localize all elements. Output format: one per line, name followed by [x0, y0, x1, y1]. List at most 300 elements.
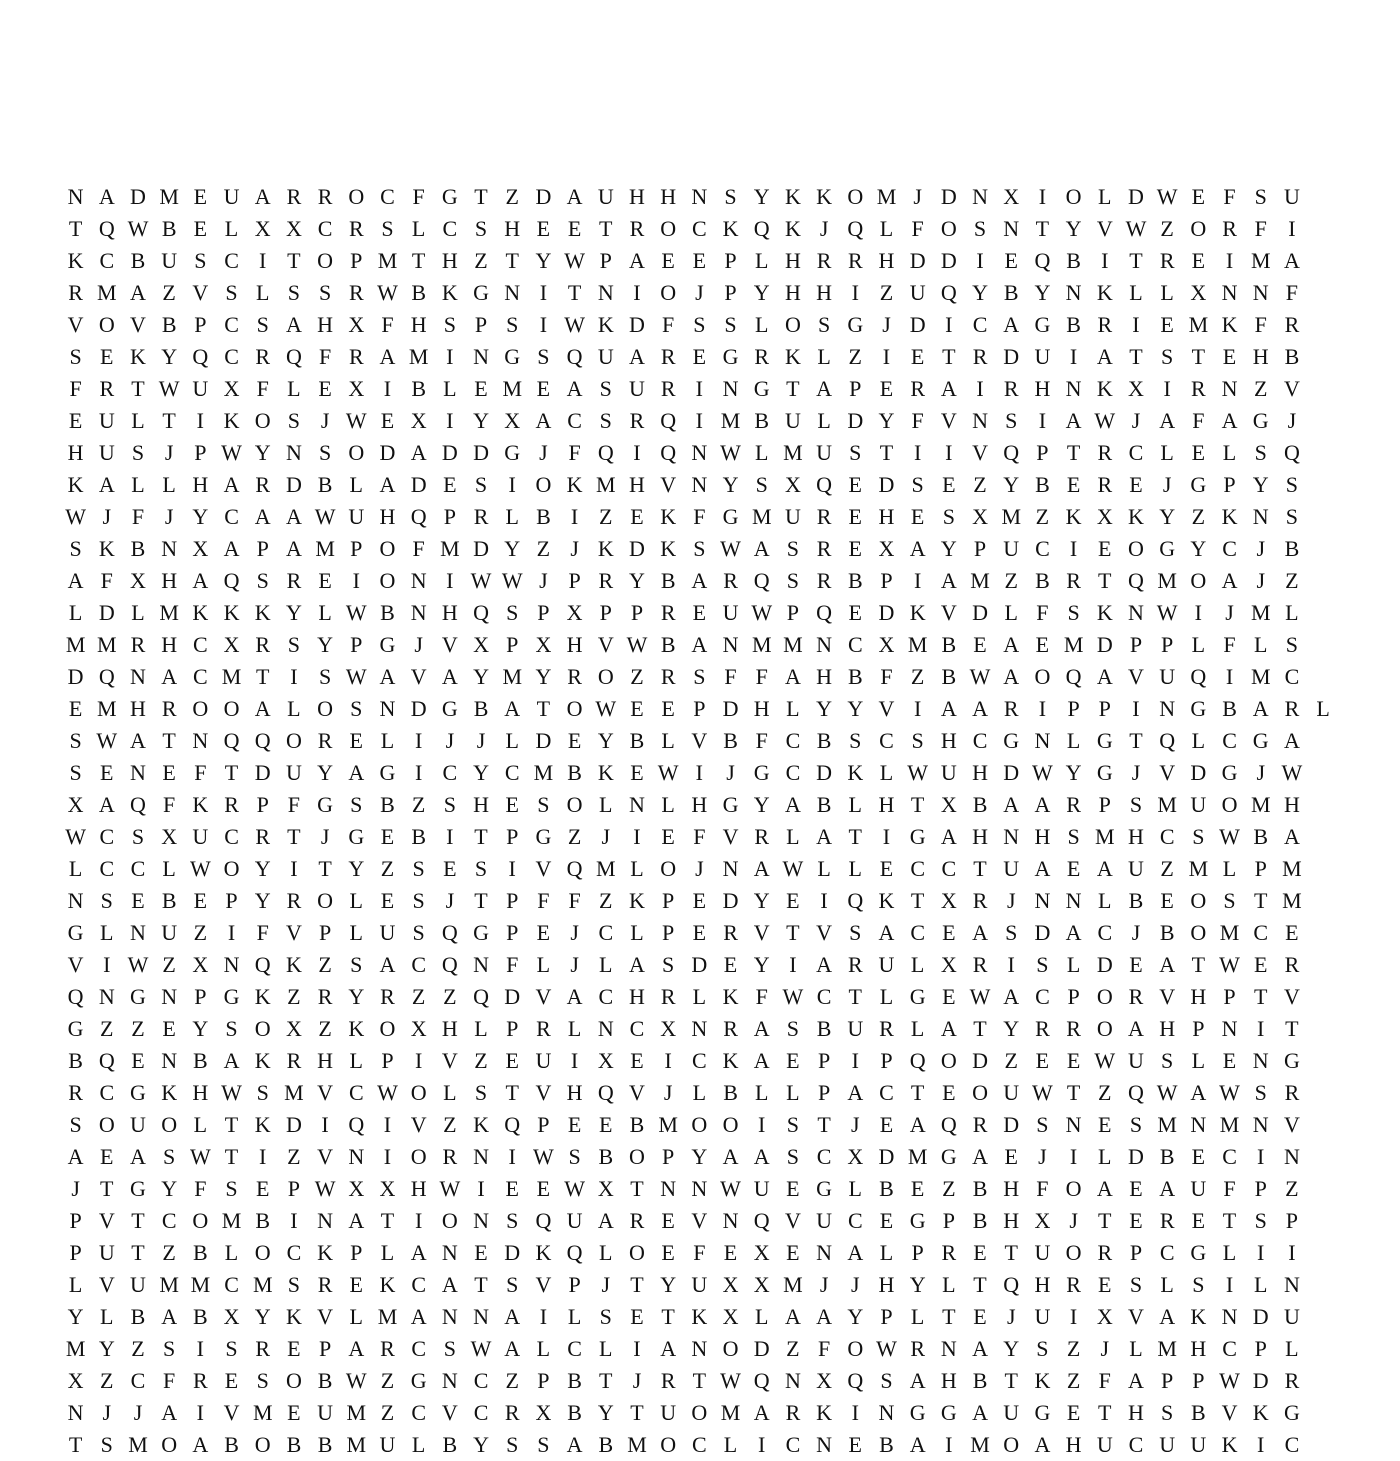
grid-letter: H [972, 824, 988, 849]
grid-letter: L [599, 952, 613, 977]
grid-letter: N [972, 184, 988, 209]
grid-letter: H [1065, 1432, 1082, 1457]
grid-letter: A [972, 920, 988, 945]
grid-letter: V [410, 664, 427, 689]
grid-letter: I [103, 952, 111, 977]
grid-letter: J [1256, 760, 1265, 785]
grid-letter: O [410, 1080, 427, 1105]
grid-letter: E [68, 696, 83, 721]
grid-letter: L [1098, 184, 1112, 209]
grid-letter: E [786, 1240, 800, 1265]
grid-letter: L [1191, 632, 1206, 657]
grid-letter: E [380, 824, 395, 849]
grid-letter: H [441, 600, 458, 625]
grid-letter: N [192, 728, 209, 753]
grid-letter: E [661, 696, 675, 721]
grid-letter: Z [536, 536, 551, 561]
grid-row [60, 1045, 1340, 1077]
grid-letter: D [1003, 344, 1020, 369]
grid-letter: O [660, 1432, 677, 1457]
grid-letter: G [130, 1080, 146, 1105]
grid-letter: L [349, 888, 363, 913]
grid-letter: I [539, 1304, 548, 1329]
grid-letter: G [909, 1208, 926, 1233]
grid-letter: K [1065, 504, 1082, 529]
grid-letter: A [1159, 1176, 1176, 1201]
grid-letter: C [473, 1400, 489, 1425]
grid-letter: N [1065, 1112, 1082, 1137]
grid-letter: W [345, 1368, 367, 1393]
grid-letter: C [941, 856, 957, 881]
grid-letter: W [1156, 600, 1178, 625]
grid-letter: L [443, 1080, 457, 1105]
grid-letter: P [662, 888, 675, 913]
grid-row [60, 917, 1340, 949]
grid-letter: P [1161, 1368, 1174, 1393]
grid-letter: A [285, 312, 302, 337]
grid-letter: T [100, 1176, 114, 1201]
grid-letter: I [758, 1432, 766, 1457]
grid-letter: A [161, 664, 178, 689]
grid-letter: E [131, 1048, 145, 1073]
grid-letter: W [1219, 1080, 1240, 1105]
grid-letter: E [630, 760, 644, 785]
grid-letter: Q [254, 728, 271, 753]
grid-letter: C [380, 184, 395, 209]
grid-letter: I [383, 376, 392, 401]
grid-letter: V [317, 1080, 334, 1105]
grid-letter: R [1284, 952, 1300, 977]
grid-letter: H [1190, 1336, 1207, 1361]
grid-letter: B [567, 1368, 582, 1393]
grid-letter: X [223, 1304, 240, 1329]
grid-letter: I [259, 1144, 267, 1169]
grid-letter: R [255, 824, 271, 849]
grid-letter: R [847, 952, 863, 977]
grid-letter: E [879, 856, 894, 881]
grid-letter: D [1252, 1304, 1269, 1329]
grid-letter: I [695, 376, 703, 401]
grid-letter: M [533, 760, 554, 785]
grid-letter: B [1253, 824, 1269, 849]
grid-letter: B [193, 1240, 208, 1265]
grid-letter: E [1129, 472, 1143, 497]
grid-letter: D [441, 440, 458, 465]
grid-letter: C [1253, 920, 1269, 945]
grid-letter: W [595, 696, 617, 721]
grid-letter: E [100, 1144, 114, 1169]
grid-letter: T [599, 216, 613, 241]
grid-letter: M [408, 344, 429, 369]
grid-letter: O [254, 1432, 271, 1457]
grid-letter: M [1063, 632, 1084, 657]
grid-letter: I [945, 312, 953, 337]
grid-letter: C [224, 824, 239, 849]
grid-letter: N [1221, 376, 1238, 401]
grid-letter: M [1250, 600, 1271, 625]
grid-letter: K [1221, 1432, 1238, 1457]
grid-letter: U [348, 504, 365, 529]
grid-letter: D [629, 312, 645, 337]
grid-letter: S [599, 1304, 612, 1329]
grid-letter: G [130, 984, 146, 1009]
word-search-grid [60, 181, 1340, 1461]
grid-letter: E [1222, 1048, 1237, 1073]
grid-letter: C [785, 760, 801, 785]
grid-letter: I [1069, 1304, 1078, 1329]
grid-letter: W [501, 568, 523, 593]
grid-letter: K [878, 888, 895, 913]
grid-letter: E [1191, 1144, 1206, 1169]
grid-letter: Q [348, 1112, 365, 1137]
grid-letter: L [599, 1336, 613, 1361]
grid-letter: G [504, 344, 521, 369]
grid-letter: R [723, 1016, 738, 1041]
grid-letter: A [691, 568, 708, 593]
grid-letter: Q [847, 1368, 864, 1393]
grid-letter: L [505, 728, 519, 753]
grid-letter: M [1282, 856, 1302, 881]
grid-letter: J [1100, 1336, 1110, 1361]
grid-letter: K [285, 1304, 302, 1329]
grid-letter: O [317, 888, 334, 913]
grid-letter: N [691, 472, 708, 497]
grid-letter: M [1095, 824, 1115, 849]
grid-letter: D [972, 600, 988, 625]
grid-letter: Y [285, 600, 302, 625]
grid-letter: H [410, 312, 427, 337]
grid-letter: C [1128, 440, 1144, 465]
grid-letter: H [629, 184, 645, 209]
grid-letter: K [1128, 504, 1144, 529]
grid-letter: M [221, 1208, 242, 1233]
grid-letter: O [441, 1208, 458, 1233]
grid-letter: K [784, 216, 801, 241]
grid-letter: U [629, 376, 645, 401]
grid-letter: I [758, 1112, 766, 1137]
grid-letter: S [100, 1432, 113, 1457]
grid-letter: K [223, 408, 240, 433]
grid-letter: R [255, 344, 271, 369]
grid-letter: R [1284, 1368, 1300, 1393]
grid-letter: B [816, 792, 832, 817]
grid-letter: E [848, 1432, 862, 1457]
grid-letter: A [753, 1016, 770, 1041]
grid-letter: I [1257, 1240, 1265, 1265]
grid-letter: Q [566, 1240, 583, 1265]
grid-letter: R [193, 1368, 208, 1393]
grid-letter: E [474, 1240, 488, 1265]
grid-letter: H [972, 760, 988, 785]
grid-letter: N [816, 632, 833, 657]
grid-letter: T [1222, 1208, 1237, 1233]
grid-letter: P [1067, 984, 1080, 1009]
grid-letter: R [536, 1016, 551, 1041]
grid-letter: C [1035, 536, 1050, 561]
grid-letter: J [320, 408, 330, 433]
grid-letter: V [1159, 760, 1176, 785]
grid-letter: Z [1253, 376, 1268, 401]
grid-letter: X [285, 216, 302, 241]
grid-row [60, 597, 1340, 629]
grid-letter: K [1252, 1400, 1269, 1425]
grid-letter: N [67, 184, 84, 209]
grid-letter: S [880, 1368, 893, 1393]
grid-letter: M [440, 536, 460, 561]
grid-letter: C [847, 1208, 863, 1233]
grid-letter: L [1098, 1144, 1112, 1169]
grid-letter: H [130, 696, 146, 721]
grid-letter: L [1222, 1240, 1237, 1265]
grid-letter: U [1003, 1400, 1020, 1425]
grid-letter: Y [254, 440, 271, 465]
grid-letter: X [972, 504, 988, 529]
grid-letter: X [940, 888, 957, 913]
grid-letter: C [692, 1048, 707, 1073]
grid-letter: E [1222, 344, 1237, 369]
grid-letter: T [910, 1080, 925, 1105]
grid-letter: D [67, 664, 84, 689]
grid-letter: X [348, 1176, 365, 1201]
grid-letter: M [346, 1400, 367, 1425]
grid-letter: N [161, 984, 178, 1009]
grid-letter: K [1190, 1304, 1207, 1329]
grid-letter: L [224, 1240, 239, 1265]
grid-letter: N [441, 1304, 458, 1329]
grid-letter: P [350, 248, 363, 273]
grid-letter: C [130, 1368, 146, 1393]
grid-letter: Z [1066, 1368, 1081, 1393]
grid-letter: V [629, 1080, 645, 1105]
grid-letter: J [539, 568, 548, 593]
grid-letter: F [880, 664, 893, 689]
grid-letter: D [1128, 184, 1144, 209]
grid-letter: Q [410, 504, 427, 529]
grid-letter: Y [1065, 760, 1082, 785]
grid-letter: B [473, 696, 489, 721]
grid-letter: S [350, 696, 363, 721]
grid-letter: K [473, 1112, 489, 1137]
grid-letter: W [720, 1176, 741, 1201]
grid-letter: A [1159, 408, 1176, 433]
grid-letter: F [1223, 1176, 1236, 1201]
grid-letter: P [817, 1080, 831, 1105]
grid-letter: F [755, 984, 768, 1009]
grid-letter: E [100, 760, 114, 785]
grid-letter: S [69, 1112, 82, 1137]
grid-letter: C [1035, 984, 1050, 1009]
grid-letter: A [161, 1400, 178, 1425]
grid-letter: J [1225, 600, 1234, 625]
grid-letter: C [161, 1208, 177, 1233]
grid-letter: Y [753, 184, 770, 209]
grid-letter: L [100, 1304, 114, 1329]
grid-letter: Q [254, 952, 271, 977]
grid-letter: R [442, 1144, 458, 1169]
grid-letter: R [255, 632, 271, 657]
grid-letter: G [1096, 728, 1113, 753]
grid-letter: L [692, 1080, 707, 1105]
grid-letter: I [352, 568, 360, 593]
grid-letter: K [379, 1272, 396, 1297]
grid-letter: S [69, 728, 82, 753]
grid-letter: S [443, 792, 456, 817]
grid-letter: Y [473, 664, 489, 689]
grid-letter: O [285, 1368, 302, 1393]
grid-letter: R [99, 376, 115, 401]
grid-letter: T [1285, 1016, 1299, 1041]
grid-letter: A [441, 664, 458, 689]
grid-letter: T [848, 824, 862, 849]
grid-letter: O [1221, 792, 1238, 817]
grid-letter: F [817, 1336, 831, 1361]
grid-letter: M [346, 1432, 367, 1457]
grid-letter: Q [1003, 440, 1020, 465]
grid-letter: B [567, 760, 582, 785]
grid-letter: R [1066, 568, 1081, 593]
grid-letter: T [1253, 984, 1268, 1009]
grid-letter: V [535, 856, 552, 881]
grid-letter: T [318, 856, 332, 881]
grid-letter: A [1159, 1304, 1176, 1329]
grid-letter: Q [753, 568, 770, 593]
grid-letter: A [753, 536, 770, 561]
grid-letter: H [1003, 1176, 1020, 1201]
grid-letter: G [1190, 1240, 1207, 1265]
grid-letter: O [379, 568, 396, 593]
grid-letter: W [127, 952, 149, 977]
grid-letter: F [568, 440, 581, 465]
grid-letter: P [474, 312, 488, 337]
grid-letter: A [1034, 1432, 1051, 1457]
grid-letter: K [254, 1048, 271, 1073]
grid-letter: I [290, 856, 298, 881]
grid-letter: R [1003, 376, 1019, 401]
grid-letter: A [379, 344, 396, 369]
grid-letter: X [410, 408, 427, 433]
grid-letter: Y [535, 248, 552, 273]
grid-letter: J [695, 856, 704, 881]
grid-letter: J [133, 1400, 143, 1425]
grid-letter: E [1066, 472, 1081, 497]
grid-letter: N [473, 1304, 489, 1329]
grid-letter: D [1003, 760, 1020, 785]
grid-letter: L [754, 248, 769, 273]
grid-letter: N [67, 888, 84, 913]
grid-letter: C [411, 1336, 426, 1361]
grid-letter: N [597, 1016, 614, 1041]
grid-letter: R [1066, 792, 1081, 817]
grid-letter: B [723, 728, 738, 753]
grid-letter: V [722, 824, 739, 849]
grid-letter: E [318, 376, 332, 401]
grid-letter: C [816, 1144, 832, 1169]
grid-letter: O [535, 472, 552, 497]
grid-letter: N [691, 1336, 708, 1361]
grid-letter: K [192, 792, 209, 817]
grid-letter: B [567, 1400, 582, 1425]
grid-letter: Z [411, 984, 426, 1009]
grid-letter: I [227, 920, 236, 945]
grid-letter: E [973, 632, 987, 657]
grid-letter: Q [504, 1112, 521, 1137]
grid-letter: N [130, 920, 146, 945]
grid-letter: U [98, 1240, 115, 1265]
grid-letter: V [98, 1208, 115, 1233]
grid-letter: D [847, 408, 864, 433]
grid-letter: L [786, 824, 800, 849]
grid-letter: I [383, 1112, 392, 1137]
grid-letter: R [816, 504, 832, 529]
grid-letter: W [657, 760, 679, 785]
grid-letter: R [68, 280, 83, 305]
grid-letter: F [256, 920, 269, 945]
grid-letter: W [221, 1080, 242, 1105]
grid-letter: I [633, 1336, 641, 1361]
grid-letter: T [661, 1304, 675, 1329]
grid-letter: R [754, 824, 770, 849]
grid-letter: Q [473, 984, 489, 1009]
grid-letter: X [722, 1304, 739, 1329]
grid-letter: T [630, 1176, 644, 1201]
grid-letter: I [1225, 1272, 1234, 1297]
grid-letter: W [345, 408, 367, 433]
grid-letter: F [1285, 280, 1299, 305]
grid-letter: U [379, 1432, 396, 1457]
grid-letter: G [1252, 728, 1269, 753]
grid-letter: B [411, 280, 426, 305]
grid-letter: L [1129, 280, 1143, 305]
grid-letter: F [100, 568, 113, 593]
grid-letter: V [535, 984, 552, 1009]
grid-letter: F [1192, 408, 1205, 433]
grid-letter: F [1223, 184, 1236, 209]
grid-letter: H [161, 632, 178, 657]
grid-letter: C [1222, 536, 1237, 561]
grid-row [60, 1109, 1340, 1141]
grid-row [60, 1237, 1340, 1269]
grid-letter: H [1003, 1208, 1020, 1233]
grid-letter: E [1066, 856, 1081, 881]
grid-letter: M [1282, 888, 1302, 913]
grid-letter: B [1066, 312, 1081, 337]
grid-letter: X [130, 568, 146, 593]
grid-letter: H [566, 632, 583, 657]
grid-letter: U [753, 1176, 770, 1201]
grid-letter: H [1128, 824, 1144, 849]
grid-letter: F [163, 1368, 176, 1393]
grid-letter: E [630, 1304, 644, 1329]
grid-letter: O [847, 1336, 864, 1361]
grid-letter: W [782, 856, 804, 881]
grid-letter: N [940, 1336, 957, 1361]
grid-letter: A [816, 952, 833, 977]
grid-letter: K [597, 760, 614, 785]
grid-letter: G [1096, 760, 1113, 785]
grid-letter: A [972, 1336, 988, 1361]
grid-letter: C [411, 1400, 426, 1425]
grid-letter: S [443, 312, 456, 337]
grid-letter: J [632, 1368, 642, 1393]
grid-letter: T [1004, 1368, 1018, 1393]
grid-letter: W [564, 1176, 585, 1201]
grid-letter: A [98, 472, 115, 497]
grid-letter: W [345, 664, 367, 689]
grid-letter: G [410, 1368, 427, 1393]
grid-letter: H [940, 1368, 957, 1393]
grid-letter: I [882, 344, 891, 369]
grid-letter: U [1159, 664, 1176, 689]
